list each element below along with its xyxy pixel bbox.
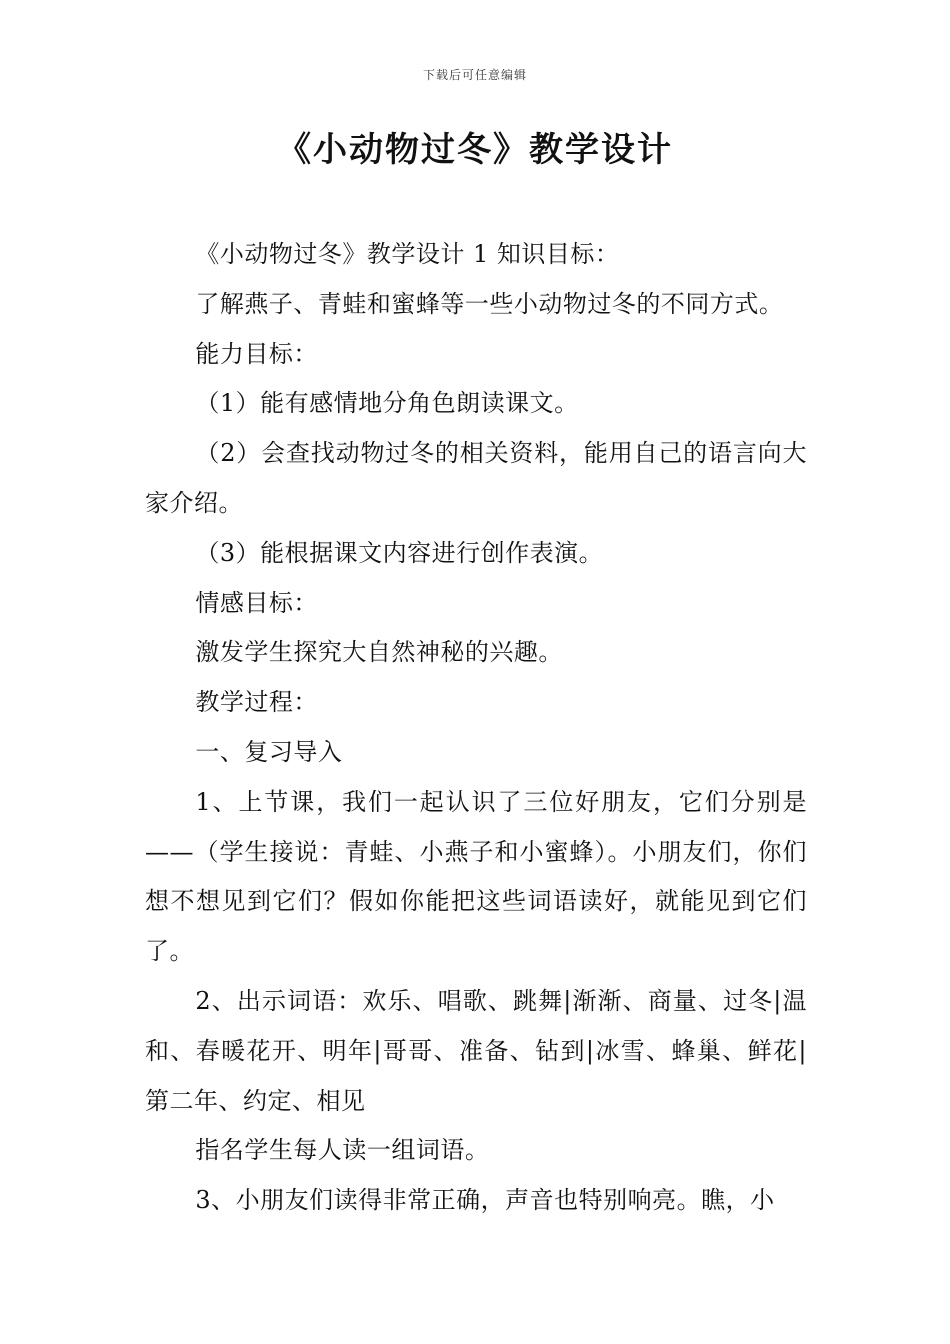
document-body (145, 230, 807, 1226)
header-note: 下载后可任意编辑 (422, 68, 527, 82)
paragraph-teaching-process: 教学过程： (195, 688, 318, 717)
paragraph-step-2: 2、出示词语：欢乐、唱歌、跳舞|渐渐、商量、过冬|温和、春暖花开、明年|哥哥、准备、钻到|冰雪、蜂巢、鲜花|第二年、约定、相见 (145, 986, 807, 1115)
paragraph-ability-2: （2）会查找动物过冬的相关资料，能用自己的语言向大家介绍。 (145, 439, 807, 517)
paragraph-emotion-goal-text: 激发学生探究大自然神秘的兴趣。 (195, 638, 563, 667)
paragraph-ability-3: （3）能根据课文内容进行创作表演。 (195, 538, 604, 567)
paragraph-section-1: 一、复习导入 (195, 737, 343, 766)
paragraph-step-3: 3、小朋友们读得非常正确，声音也特别响亮。瞧，小 (195, 1186, 775, 1215)
paragraph-ability-goal: 能力目标： (195, 339, 318, 368)
paragraph-ability-1: （1）能有感情地分角色朗读课文。 (195, 389, 579, 418)
document-title: 《小动物过冬》教学设计 (277, 130, 673, 170)
paragraph-knowledge-goal: 《小动物过冬》教学设计 1 知识目标： (195, 240, 620, 268)
paragraph-step-1: 1、上节课，我们一起认识了三位好朋友，它们分别是——（学生接说：青蛙、小燕子和小蜜蜂）。小朋友们，你们想不想见到它们？假如你能把这些词语读好，就能见到它们了。 (145, 787, 807, 966)
paragraph-knowledge-goal-text: 了解燕子、青蛙和蜜蜂等一些小动物过冬的不同方式。 (195, 289, 784, 318)
paragraph-emotion-goal: 情感目标： (195, 588, 318, 617)
paragraph-step-2-note: 指名学生每人读一组词语。 (195, 1136, 490, 1165)
